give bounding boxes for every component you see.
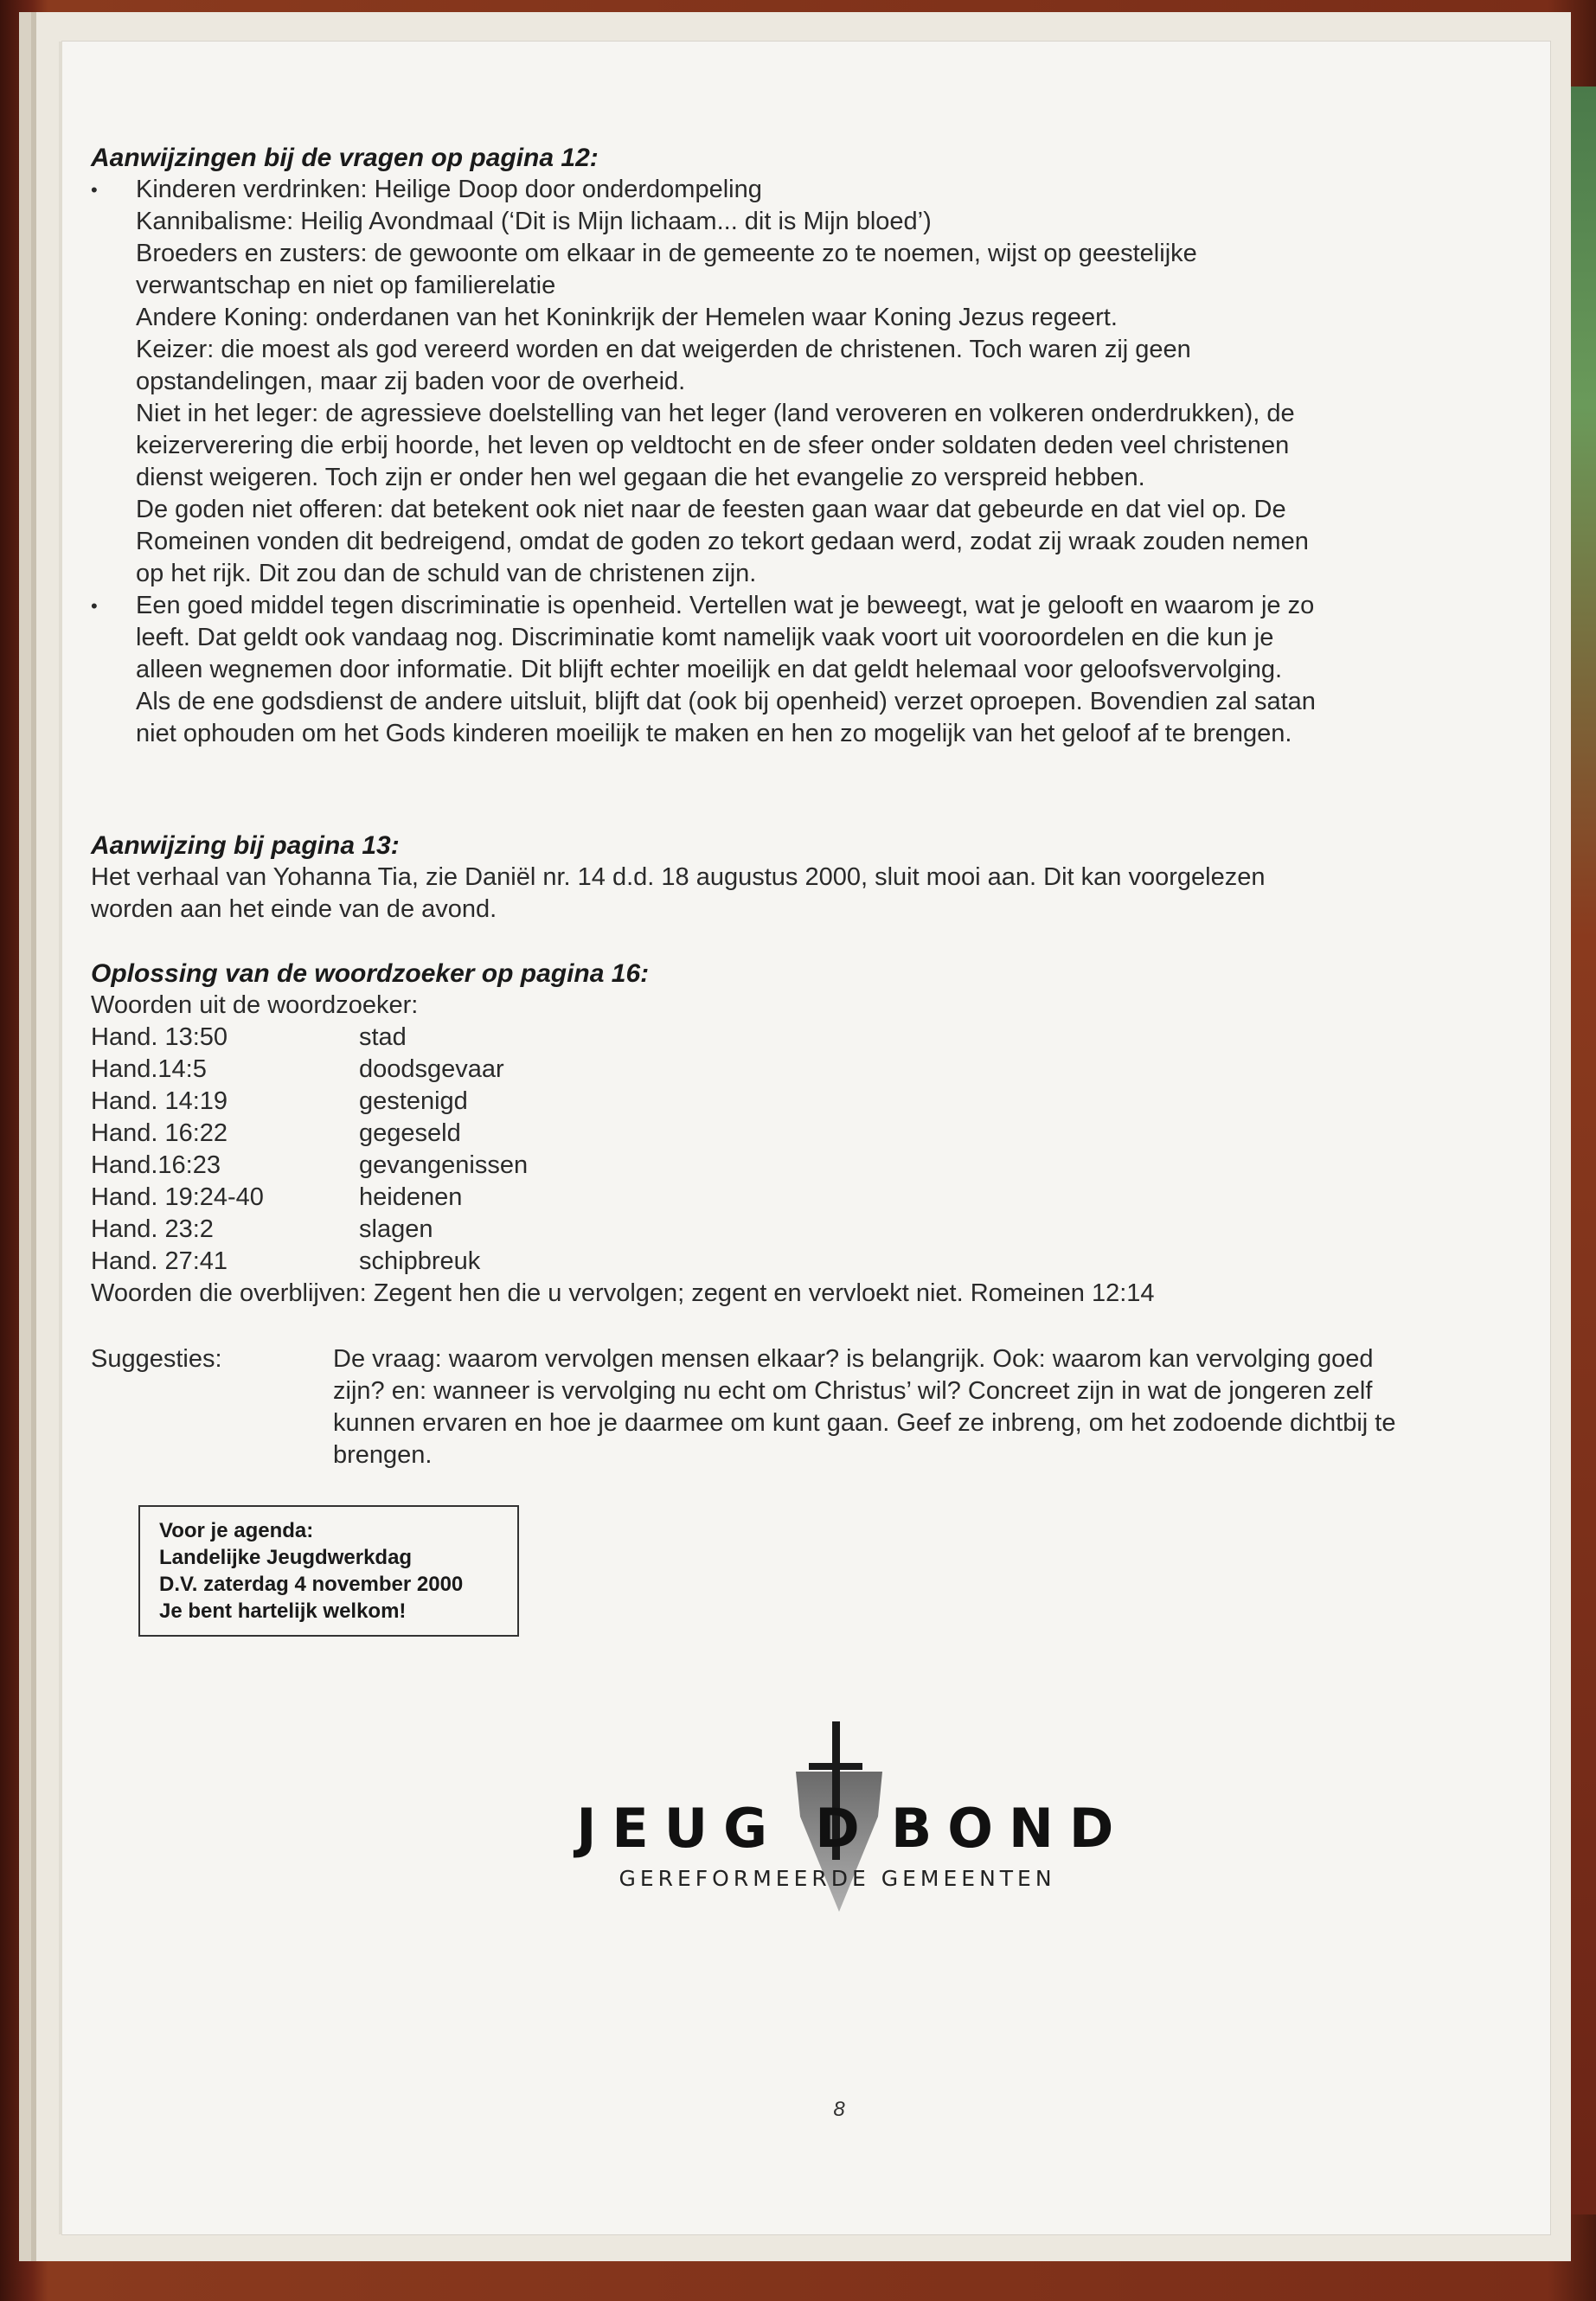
answer-text: leeft. Dat geldt ook vandaag nog. Discriminatie komt namelijk vaak voort uit vooroordelen en die kun je	[136, 624, 1274, 651]
found-word: schipbreuk	[359, 1247, 481, 1275]
words-intro: Woorden uit de woordzoeker:	[91, 991, 419, 1019]
bible-reference: Hand. 19:24-40	[91, 1183, 264, 1211]
answer-text: opstandelingen, maar zij baden voor de overheid.	[136, 368, 686, 395]
found-word: gestenigd	[359, 1087, 468, 1115]
bible-reference: Hand.16:23	[91, 1151, 221, 1179]
bible-reference: Hand. 14:19	[91, 1087, 228, 1115]
suggestion-line: kunnen ervaren en hoe je daarmee om kunt gaan. Geef ze inbreng, om het zodoende dichtbij te	[333, 1409, 1396, 1437]
remaining-words: Woorden die overblijven: Zegent hen die u vervolgen; zegent en vervloekt niet. Romeinen 12:14	[91, 1279, 1155, 1307]
answer-line	[91, 622, 1527, 654]
cross-horizontal-icon	[809, 1763, 862, 1770]
answer-line	[91, 558, 1527, 590]
answer-line	[91, 462, 1527, 494]
paragraph-line: worden aan het einde van de avond.	[91, 895, 497, 923]
table-row	[91, 1182, 528, 1214]
logo-word-mid: D	[815, 1797, 860, 1860]
section-aanwijzing-pagina-13	[91, 830, 1527, 926]
answer-line	[91, 494, 1527, 526]
answer-line	[91, 718, 1527, 750]
bible-reference: Hand. 23:2	[91, 1215, 214, 1243]
answer-text: keizerverering die erbij hoorde, het leven op veldtocht en de sfeer onder soldaten deden veel christenen	[136, 432, 1290, 459]
answer-line	[91, 398, 1527, 430]
section-heading: Oplossing van de woordzoeker op pagina 16:	[91, 959, 650, 988]
table-row	[91, 1086, 528, 1118]
suggestions-text	[333, 1343, 1527, 1471]
found-word: doodsgevaar	[359, 1055, 504, 1083]
section-woordzoeker-oplossing	[91, 958, 1527, 1310]
answer-line	[91, 590, 1527, 622]
page-number: 8	[833, 2098, 845, 2121]
agenda-box	[138, 1505, 519, 1637]
answer-text: Andere Koning: onderdanen van het Koninkrijk der Hemelen waar Koning Jezus regeert.	[136, 304, 1118, 331]
bible-reference: Hand. 27:41	[91, 1247, 228, 1275]
section-heading: Aanwijzingen bij de vragen op pagina 12:	[91, 144, 599, 172]
suggestions-block	[91, 1343, 1527, 1471]
answer-line	[91, 206, 1527, 238]
answer-text: Romeinen vonden dit bedreigend, omdat de goden zo tekort gedaan werd, zodat zij wraak zouden nemen	[136, 528, 1309, 555]
table-row	[91, 1118, 528, 1150]
table-row	[91, 1150, 528, 1182]
answer-text: Broeders en zusters: de gewoonte om elkaar in de gemeente zo te noemen, wijst op geestelijke	[136, 240, 1197, 267]
paragraph-line: Het verhaal van Yohanna Tia, zie Daniël nr. 14 d.d. 18 augustus 2000, sluit mooi aan. Dit kan voorgelezen	[91, 863, 1266, 891]
agenda-line: Landelijke Jeugdwerkdag	[159, 1546, 413, 1569]
answer-text: Kinderen verdrinken: Heilige Doop door onderdompeling	[136, 176, 762, 203]
answer-line	[91, 430, 1527, 462]
found-word: stad	[359, 1023, 407, 1051]
answer-text: De goden niet offeren: dat betekent ook niet naar de feesten gaan waar dat gebeurde en dat viel op. De	[136, 496, 1286, 523]
answer-line	[91, 174, 1527, 206]
answer-line	[91, 526, 1527, 558]
agenda-line: Je bent hartelijk welkom!	[159, 1599, 407, 1623]
logo-word-right: BOND	[891, 1797, 1130, 1860]
answer-text: alleen wegnemen door informatie. Dit blijft echter moeilijk en dat geldt helemaal voor geloofsvervolging.	[136, 656, 1283, 683]
suggestion-line: zijn? en: wanneer is vervolging nu echt om Christus’ wil? Concreet zijn in wat de jongeren zelf	[333, 1377, 1373, 1405]
table-row	[91, 1214, 528, 1246]
answer-text: Kannibalisme: Heilig Avondmaal (‘Dit is Mijn lichaam... dit is Mijn bloed’)	[136, 208, 932, 235]
agenda-line: Voor je agenda:	[159, 1519, 314, 1542]
found-word: slagen	[359, 1215, 433, 1243]
bible-reference: Hand.14:5	[91, 1055, 207, 1083]
bible-reference: Hand. 13:50	[91, 1023, 228, 1051]
suggestion-line: De vraag: waarom vervolgen mensen elkaar? is belangrijk. Ook: waarom kan vervolging goed	[333, 1345, 1374, 1373]
found-word: gegeseld	[359, 1119, 461, 1147]
logo-subtitle: GEREFORMEERDE GEMEENTEN	[619, 1866, 1056, 1891]
suggestion-line: brengen.	[333, 1441, 433, 1469]
table-row	[91, 1054, 528, 1086]
table-row	[91, 1246, 528, 1278]
bible-reference: Hand. 16:22	[91, 1119, 228, 1147]
answer-text: Keizer: die moest als god vereerd worden en dat weigerden de christenen. Toch waren zij geen	[136, 336, 1191, 363]
answer-line	[91, 686, 1527, 718]
jeugdbond-logo	[497, 1721, 1181, 1916]
answer-text: op het rijk. Dit zou dan de schuld van de christenen zijn.	[136, 560, 757, 587]
answer-text: niet ophouden om het Gods kinderen moeilijk te maken en hen zo mogelijk van het geloof af te brengen.	[136, 720, 1292, 747]
table-row	[91, 1022, 528, 1054]
found-word: gevangenissen	[359, 1151, 529, 1179]
agenda-line: D.V. zaterdag 4 november 2000	[159, 1573, 464, 1596]
answer-text: Een goed middel tegen discriminatie is openheid. Vertellen wat je beweegt, wat je gelooft en waarom je zo	[136, 592, 1315, 619]
answer-text: Als de ene godsdienst de andere uitsluit, blijft dat (ook bij openheid) verzet oproepen. Bovendien zal satan	[136, 688, 1316, 715]
bullet-icon: •	[91, 595, 98, 617]
answer-text: Niet in het leger: de agressieve doelstelling van het leger (land veroveren en volkeren onderdrukken), de	[136, 400, 1295, 427]
answer-list	[91, 174, 1527, 750]
answer-text: verwantschap en niet op familierelatie	[136, 272, 556, 299]
section-aanwijzingen-vragen	[91, 143, 1527, 750]
answer-line	[91, 334, 1527, 366]
answer-line	[91, 238, 1527, 270]
answer-line	[91, 302, 1527, 334]
bullet-icon: •	[91, 179, 98, 201]
answer-text: dienst weigeren. Toch zijn er onder hen wel gegaan die het evangelie zo verspreid hebben.	[136, 464, 1145, 491]
found-word: heidenen	[359, 1183, 463, 1211]
answer-line	[91, 654, 1527, 686]
answer-line	[91, 270, 1527, 302]
suggestions-label: Suggesties:	[91, 1345, 222, 1373]
answer-line	[91, 366, 1527, 398]
word-table	[91, 1022, 528, 1278]
logo-word-left: JEUG	[576, 1797, 783, 1860]
section-heading: Aanwijzing bij pagina 13:	[91, 831, 400, 860]
